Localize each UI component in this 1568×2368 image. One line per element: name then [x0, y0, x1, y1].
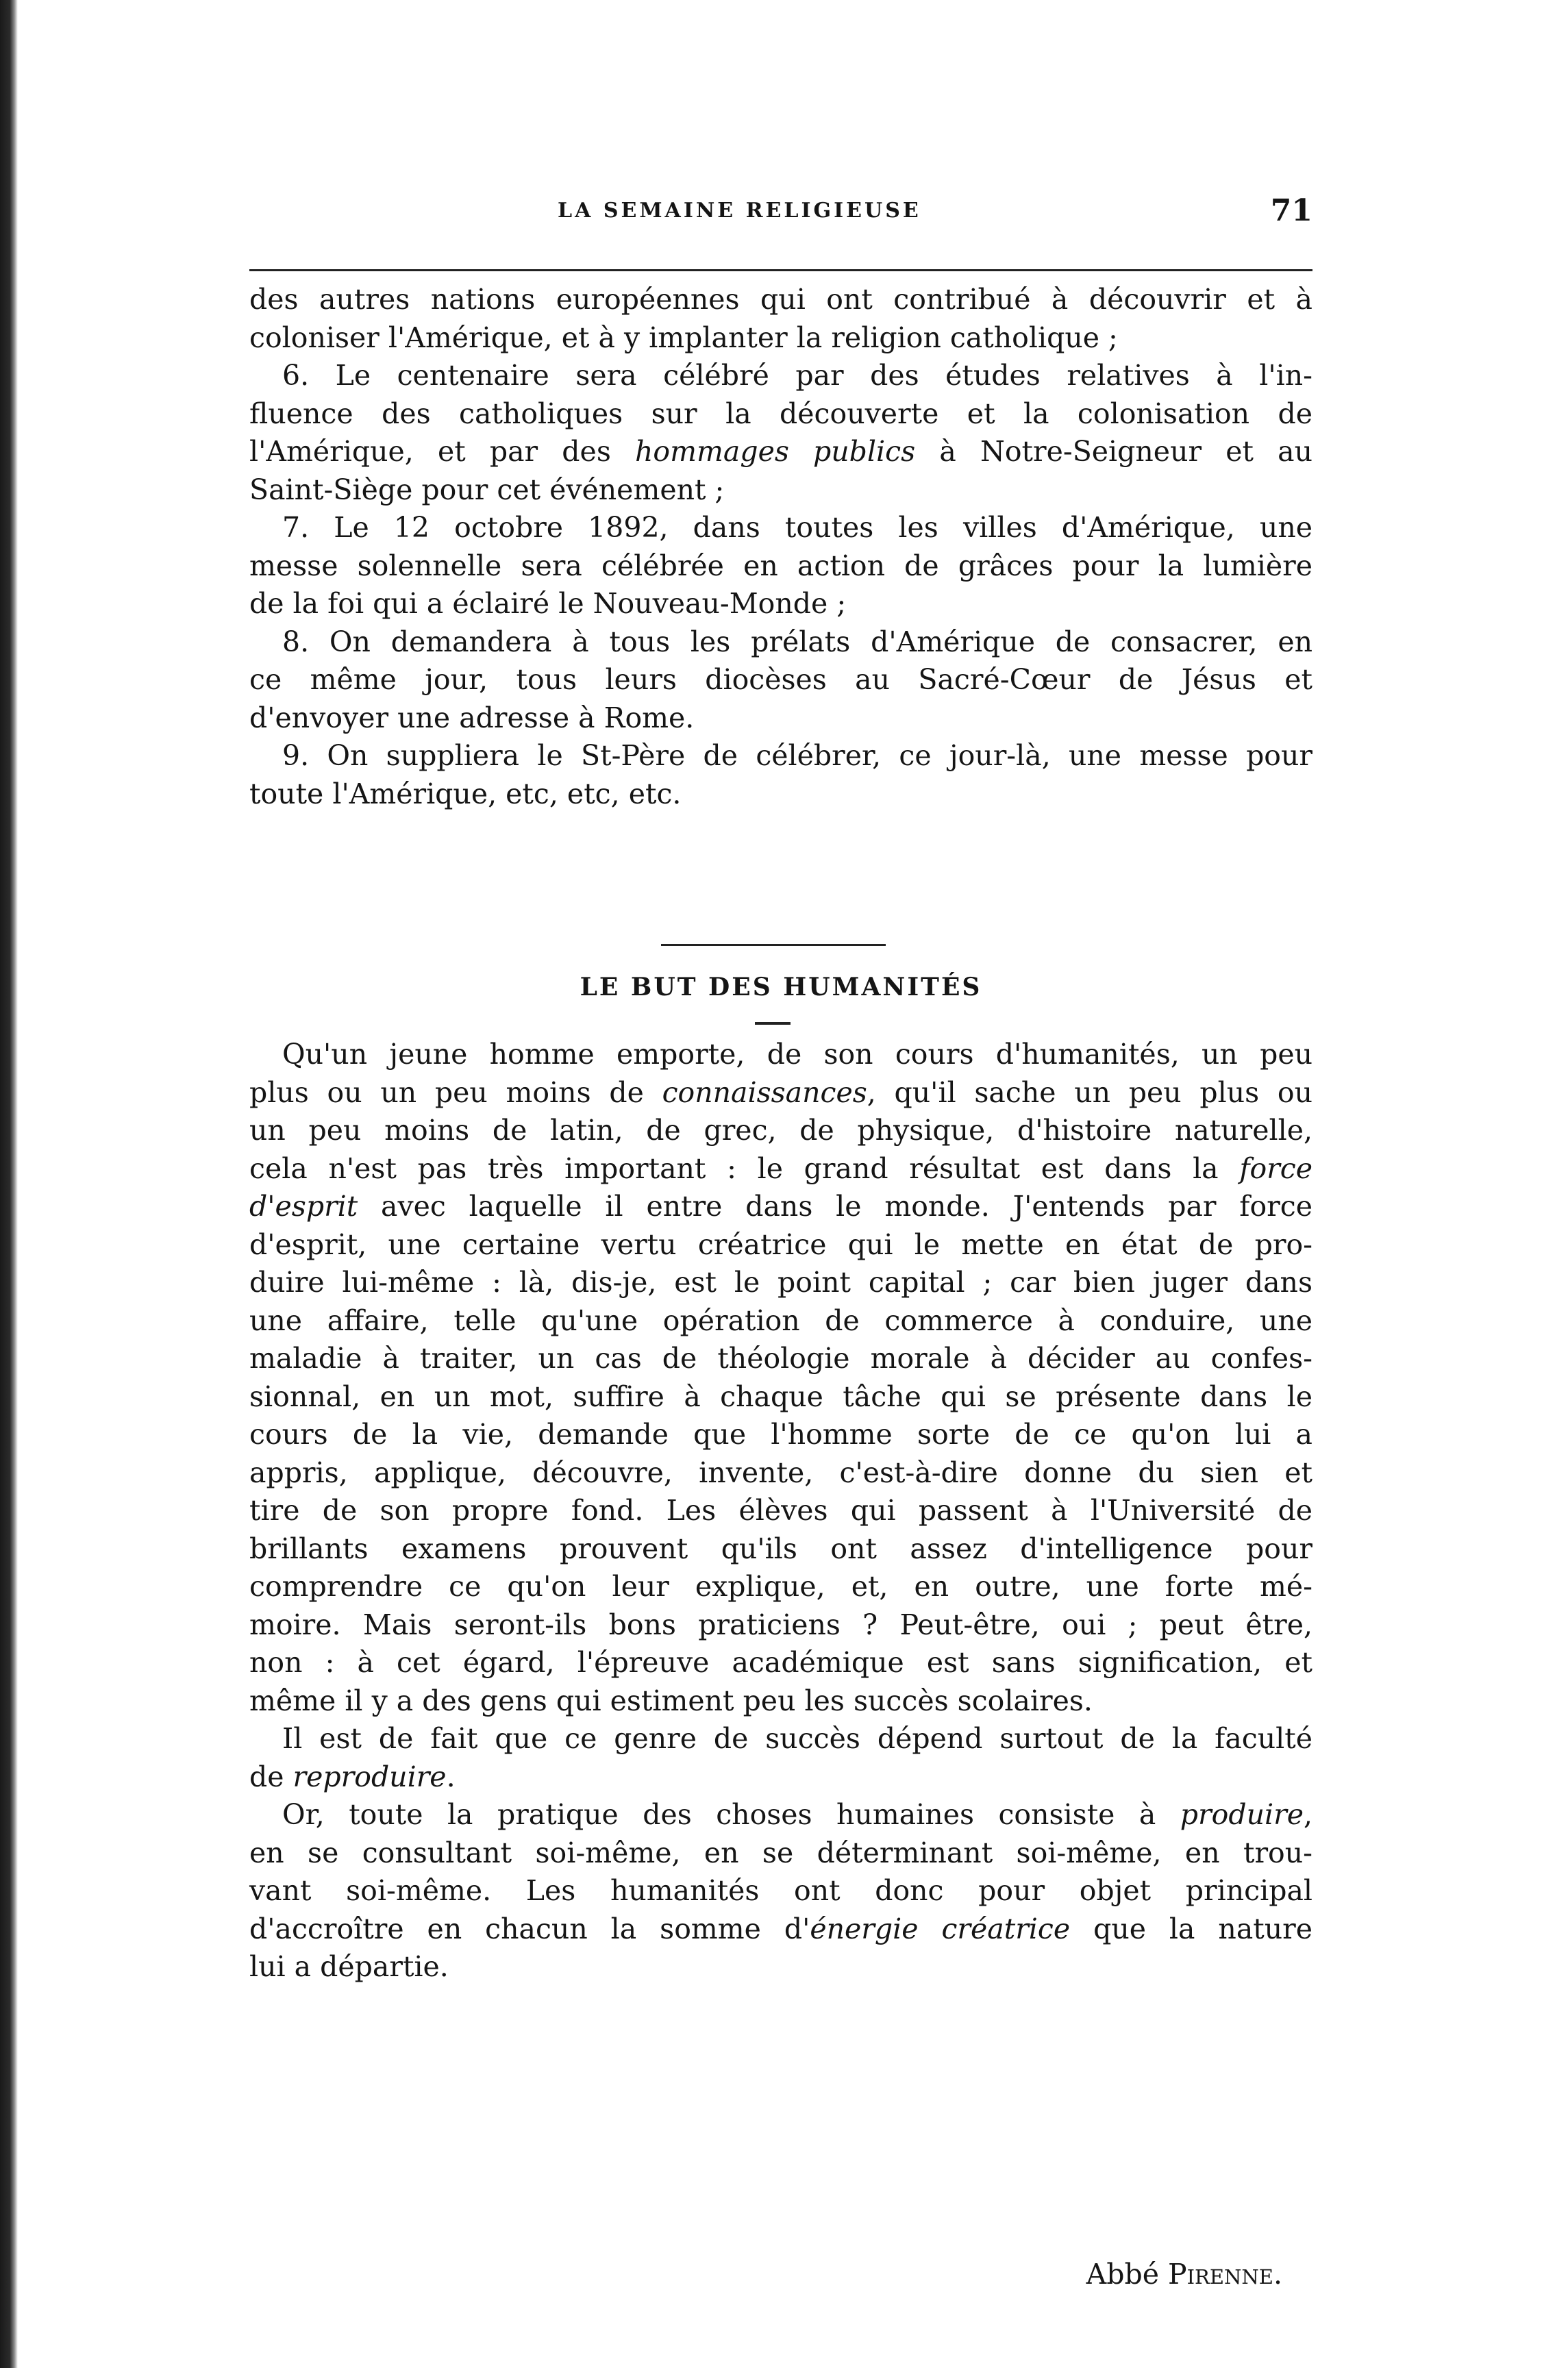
text-span: toute l'Amérique, etc, etc, etc.: [249, 777, 682, 810]
scan-binding-edge: [0, 0, 18, 2368]
resolutions-list: [249, 281, 1312, 813]
signature-prefix: Abbé: [1086, 2258, 1168, 2291]
text-line: Qu'un jeune homme emporte, de son cours d'humanités, un peu: [282, 1038, 1312, 1071]
text-line: [249, 1910, 1312, 1949]
emphasis: hommages publics: [635, 435, 916, 468]
list-item-7: [249, 509, 1312, 623]
text-line: [249, 699, 1312, 738]
list-item-6: [249, 357, 1312, 509]
text-line: [249, 1074, 1312, 1112]
text-span: de: [249, 1760, 293, 1793]
emphasis: d'esprit: [249, 1190, 358, 1223]
text-line: messe solennelle sera célébrée en action de grâces pour la lumière: [249, 549, 1312, 582]
signature-name: Pirenne.: [1168, 2258, 1282, 2291]
text-span: d'accroître en chacun la somme d': [249, 1912, 810, 1945]
emphasis: force: [1239, 1151, 1312, 1185]
text-span: coloniser l'Amérique, et à y implanter la religion catholique ;: [249, 321, 1118, 354]
emphasis: énergie créatrice: [810, 1912, 1071, 1945]
text-line: moire. Mais seront-ils bons praticiens ? Peut-être, oui ; peut être,: [249, 1608, 1312, 1641]
text-line: [249, 1796, 1312, 1834]
text-span: que la nature: [1070, 1912, 1313, 1945]
text-span: avec laquelle il entre dans le monde. J'entends par force: [358, 1190, 1312, 1223]
text-line: [249, 1758, 1312, 1797]
text-line: d'esprit, une certaine vertu créatrice qui le mette en état de pro-: [249, 1227, 1312, 1261]
list-item-8: [249, 623, 1312, 738]
emphasis: connaissances: [662, 1075, 867, 1109]
emphasis: reproduire: [293, 1760, 447, 1793]
text-line: ce même jour, tous leurs diocèses au Sacré-Cœur de Jésus et: [249, 663, 1312, 696]
text-span: ,: [1303, 1798, 1312, 1831]
text-line: [249, 433, 1312, 471]
text-line: sionnal, en un mot, suffire à chaque tâche qui se présente dans le: [249, 1380, 1312, 1413]
text-line: 9. On suppliera le St-Père de célébrer, ce jour-là, une messe pour: [282, 739, 1312, 772]
text-line: [249, 585, 1312, 623]
text-line: brillants examens prouvent qu'ils ont assez d'intelligence pour: [249, 1532, 1312, 1565]
text-line: Il est de fait que ce genre de succès dépend surtout de la faculté: [282, 1722, 1312, 1755]
text-span: l'Amérique, et par des: [249, 435, 636, 468]
text-line: fluence des catholiques sur la découverte et la colonisation de: [249, 397, 1312, 430]
article-paragraph-1: [249, 1036, 1312, 1720]
list-item-9: [249, 737, 1312, 813]
text-span: cela n'est pas très important : le grand résultat est dans la: [249, 1151, 1240, 1185]
text-span: plus ou un peu moins de: [249, 1075, 662, 1109]
text-span: Or, toute la pratique des choses humaines consiste à: [282, 1798, 1180, 1831]
header-rule: [249, 269, 1312, 271]
list-item-continuation: [249, 281, 1312, 357]
article-paragraph-2: [249, 1720, 1312, 1796]
text-span: d'envoyer une adresse à Rome.: [249, 701, 695, 734]
text-line: tire de son propre fond. Les élèves qui passent à l'Université de: [249, 1494, 1312, 1527]
text-line: [249, 471, 1312, 510]
text-line: 7. Le 12 octobre 1892, dans toutes les villes d'Amérique, une: [282, 511, 1312, 544]
text-span: lui a départie.: [249, 1950, 449, 1983]
text-line: 6. Le centenaire sera célébré par des études relatives à l'in-: [282, 359, 1312, 392]
running-head: LA SEMAINE RELIGIEUSE: [558, 199, 921, 223]
text-line: [249, 1682, 1312, 1721]
text-span: à Notre-Seigneur et au: [915, 435, 1312, 468]
text-line: duire lui-même : là, dis-je, est le point capital ; car bien juger dans: [249, 1266, 1312, 1299]
text-span: de la foi qui a éclairé le Nouveau-Monde ;: [249, 587, 847, 620]
text-line: [249, 319, 1312, 358]
text-line: cours de la vie, demande que l'homme sorte de ce qu'on lui a: [249, 1418, 1312, 1451]
text-line: une affaire, telle qu'une opération de commerce à conduire, une: [249, 1304, 1312, 1337]
page-header: [249, 193, 1312, 240]
text-line: maladie à traiter, un cas de théologie morale à décider au confes-: [249, 1342, 1312, 1375]
section-separator-rule: [661, 944, 886, 946]
text-line: [249, 1188, 1312, 1226]
author-signature: [1086, 2258, 1282, 2291]
article-title: LE BUT DES HUMANITÉS: [580, 973, 982, 1001]
text-span: , qu'il sache un peu plus ou: [867, 1075, 1312, 1109]
text-line: 8. On demandera à tous les prélats d'Amérique de consacrer, en: [282, 625, 1312, 658]
text-span: Saint-Siège pour cet événement ;: [249, 473, 725, 506]
article-paragraph-3: [249, 1796, 1312, 1986]
text-line: appris, applique, découvre, invente, c'est-à-dire donne du sien et: [249, 1456, 1312, 1489]
text-line: comprendre ce qu'on leur explique, et, en outre, une forte mé-: [249, 1570, 1312, 1603]
text-line: non : à cet égard, l'épreuve académique est sans signification, et: [249, 1646, 1312, 1679]
text-line: vant soi-même. Les humanités ont donc pour objet principal: [249, 1874, 1312, 1907]
text-line: un peu moins de latin, de grec, de physique, d'histoire naturelle,: [249, 1114, 1312, 1147]
title-dash: [755, 1022, 791, 1025]
article-body: [249, 1036, 1312, 1986]
text-line: [249, 775, 1312, 814]
text-line: des autres nations européennes qui ont contribué à découvrir et à: [249, 283, 1312, 316]
text-line: [249, 1948, 1312, 1986]
text-line: [249, 1150, 1312, 1188]
text-span: .: [446, 1760, 456, 1793]
page-number: 71: [1270, 193, 1312, 228]
text-span: même il y a des gens qui estiment peu les succès scolaires.: [249, 1684, 1093, 1717]
page: [249, 0, 1312, 2368]
emphasis: produire: [1180, 1798, 1304, 1831]
text-line: en se consultant soi-même, en se déterminant soi-même, en trou-: [249, 1836, 1312, 1869]
